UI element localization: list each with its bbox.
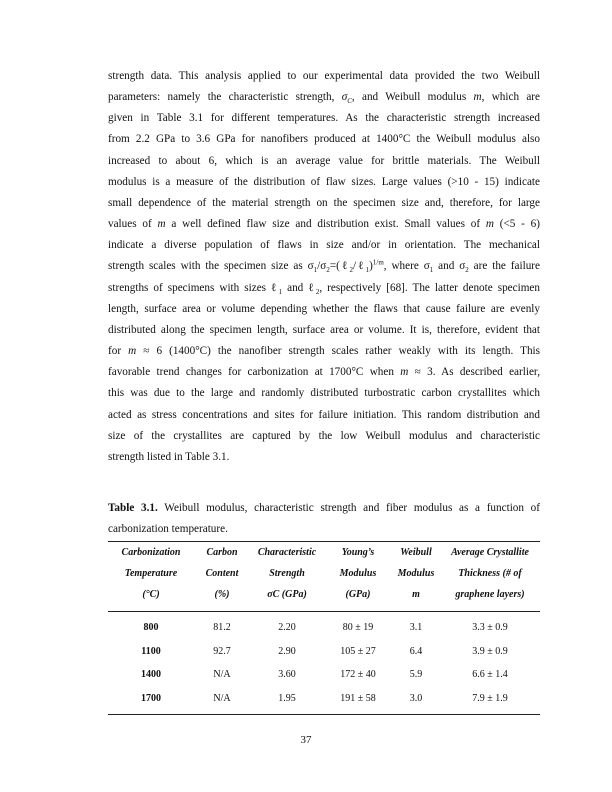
body-text-block bbox=[108, 66, 540, 468]
text-line: from 2.2 GPa to 3.6 GPa for nanofibers produced at 1400°C the Weibull modulus also bbox=[108, 133, 540, 146]
text-line: indicate a diverse population of flaws in size and/or in orientation. The mechanical bbox=[108, 239, 540, 252]
header-cell: m bbox=[392, 584, 440, 612]
table-cell: 172 ± 40 bbox=[340, 669, 376, 680]
header-cell: (%) bbox=[194, 584, 250, 612]
table-cell: 3.60 bbox=[278, 669, 296, 680]
table-cell: 80 ± 19 bbox=[342, 622, 374, 633]
table-cell: 105 ± 27 bbox=[340, 645, 376, 657]
text-line: strengths of specimens with sizes ℓ$_1$ and ℓ$_2$, respectively [68]. The latter denote specimen bbox=[108, 281, 540, 296]
table-cell: 6.4 bbox=[409, 645, 423, 657]
table-cell: 2.20 bbox=[278, 622, 296, 633]
text-line: acted as stress concentrations and sites for failure initiation. This random distribution and bbox=[108, 408, 540, 421]
header-cell: Average Crystallite bbox=[440, 542, 540, 564]
text-line: size of the crystallites are captured by the low Weibull modulus and characteristic bbox=[108, 429, 540, 442]
text-line: parameters: namely the characteristic strength, $\sigma_C$, and Weibull modulus m, which are bbox=[108, 91, 540, 106]
text-line: distributed along the specimen length, surface area or volume. It is, therefore, evident that bbox=[108, 323, 540, 336]
header-cell: Weibull bbox=[392, 542, 440, 564]
table-caption bbox=[108, 498, 540, 540]
table-cell: 92.7 bbox=[213, 645, 231, 657]
table-cell: 191 ± 58 bbox=[324, 687, 392, 715]
text-line: strength scales with the specimen size as $\sigma_1/\sigma_2=(\ell_2/\ell_1)^{1/m}$, where $\sigma_1$ and $\sigma_2$ are the failure bbox=[108, 258, 540, 275]
text-line: strength data. This analysis applied to our experimental data provided the two Weibull bbox=[108, 70, 540, 82]
table-cell: 3.0 bbox=[392, 687, 440, 715]
header-cell: Carbonization bbox=[108, 542, 194, 564]
caption-label: Table 3.1. bbox=[108, 502, 158, 514]
text-line: strength listed in Table 3.1. bbox=[108, 450, 230, 463]
text-line: small dependence of the material strength on the specimen size and, therefore, for large bbox=[108, 196, 540, 209]
text-line: modulus is a measure of the distribution of flaw sizes. Large values (>10 - 15) indicate bbox=[108, 175, 540, 188]
table-row bbox=[108, 640, 540, 664]
table-cell: 3.9 ± 0.9 bbox=[472, 645, 508, 657]
header-cell: Characteristic bbox=[250, 542, 324, 564]
table-cell: 1100 bbox=[141, 645, 161, 657]
header-cell: σC (GPa) bbox=[250, 584, 324, 612]
header-row bbox=[108, 542, 540, 564]
caption-line bbox=[108, 498, 540, 519]
header-cell: Temperature bbox=[124, 568, 178, 579]
header-cell: Modulus bbox=[397, 568, 435, 579]
header-cell: Thickness (# of bbox=[458, 568, 522, 579]
text-line: given in Table 3.1 for different temperatures. As the characteristic strength increased bbox=[108, 112, 540, 125]
table-cell: 5.9 bbox=[409, 669, 423, 680]
header-cell: (GPa) bbox=[324, 584, 392, 612]
text-line: increased to about 6, which is an average value for brittle materials. The Weibull bbox=[108, 154, 540, 167]
table-cell: 7.9 ± 1.9 bbox=[440, 687, 540, 715]
table-cell: 800 bbox=[143, 622, 159, 633]
text-line: values of m a well defined flaw size and distribution exist. Small values of m (<5 - 6) bbox=[108, 218, 540, 231]
header-cell: (°C) bbox=[108, 584, 194, 612]
header-cell: Carbon bbox=[194, 542, 250, 564]
text-line: favorable trend changes for carbonization at 1700°C when m ≈ 3. As described earlier, bbox=[108, 366, 540, 379]
header-cell: Young’s bbox=[324, 542, 392, 564]
header-cell: Modulus bbox=[339, 568, 377, 579]
table-cell: 2.90 bbox=[278, 645, 296, 657]
table-cell: N/A bbox=[213, 669, 231, 680]
table-cell: 3.1 bbox=[409, 622, 423, 633]
table-cell: 1.95 bbox=[250, 687, 324, 715]
table-row bbox=[108, 687, 540, 715]
header-cell: Content bbox=[205, 568, 239, 579]
weibull-table bbox=[108, 541, 540, 715]
table-row bbox=[108, 612, 540, 640]
header-row bbox=[108, 584, 540, 612]
table-cell: 3.3 ± 0.9 bbox=[472, 622, 508, 633]
page-number: 37 bbox=[300, 734, 312, 746]
table-cell: 1700 bbox=[108, 687, 194, 715]
text-line: for m ≈ 6 (1400°C) the nanofiber strength scales rather weakly with its length. This bbox=[108, 345, 540, 358]
header-cell: graphene layers) bbox=[440, 584, 540, 612]
table-cell: 1400 bbox=[141, 669, 161, 680]
header-cell: Strength bbox=[269, 568, 305, 579]
text-line: this was due to the large and randomly distributed turbostratic carbon crystallites which bbox=[108, 387, 540, 400]
header-row bbox=[108, 563, 540, 584]
caption-line: carbonization temperature. bbox=[108, 523, 228, 535]
table-cell: N/A bbox=[194, 687, 250, 715]
caption-text: Weibull modulus, characteristic strength and fiber modulus as a function of bbox=[157, 502, 540, 514]
table-row bbox=[108, 663, 540, 687]
paragraph bbox=[108, 66, 540, 468]
table-cell: 6.6 ± 1.4 bbox=[472, 669, 508, 680]
table-cell: 81.2 bbox=[213, 622, 231, 633]
text-line: length, surface area or volume depending whether the flaws that cause failure are evenly bbox=[108, 302, 540, 315]
